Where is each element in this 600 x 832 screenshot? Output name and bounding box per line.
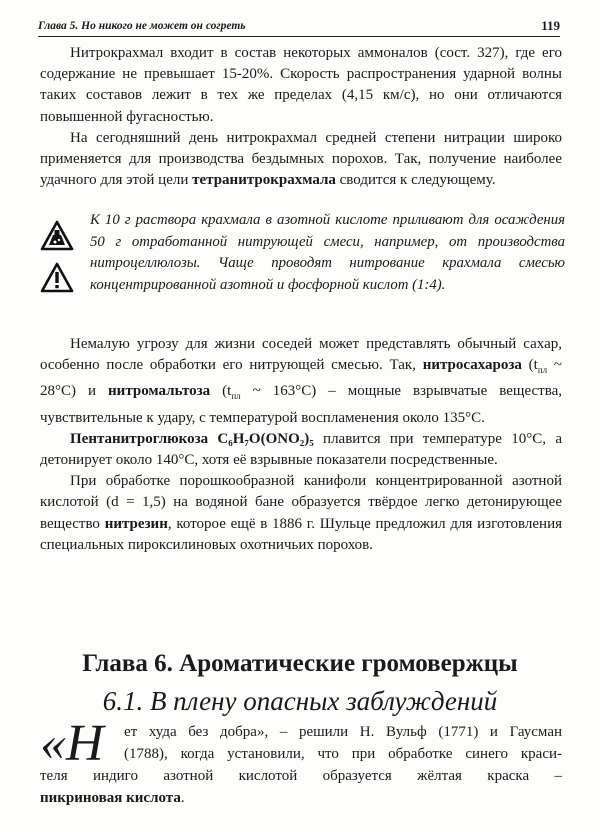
- chapter-title: Глава 6. Ароматические громовержцы: [82, 650, 518, 677]
- running-header: [38, 18, 560, 37]
- note-text: К 10 г раствора крахмала в азотной кислоте приливают для осаждения 50 г отработанной нитрующей смеси, например, от производства нитроцеллюлозы. Чаще проводят нитрование крахмала смесью концентрированной азотной и фосфорной кислот (1:4).: [90, 212, 565, 293]
- temp-label-2: (t: [210, 383, 232, 400]
- paragraph-3-tail: ~ 163°C) – мощные взрывчатые вещества, чувствительные к удару, с температурой воспламенения около 135°C.: [40, 383, 562, 426]
- procedure-note: [40, 210, 565, 315]
- subscript-1: пл: [537, 365, 548, 376]
- subscript-2: пл: [231, 391, 241, 402]
- term-tetranitrostarch: тетранитрокрахмала: [192, 172, 336, 189]
- temp-value-1: ~ 28°C) и: [40, 357, 562, 400]
- intro-line-1: ет худа без добра», – решили Н. Вульф (1771) и Гаусман: [124, 724, 562, 740]
- page-number: 119: [541, 18, 560, 33]
- running-title: Глава 5. Но никого не может он согреть: [38, 20, 246, 32]
- paragraph-5-text: При обработке порошкообразной канифоли концентрированной азотной кислотой (d = 1,5) на водяной бане образуется твёрдое легко детонирующее вещество: [40, 473, 562, 532]
- paragraph-3-text: Немалую угрозу для жизни соседей может представлять обычный сахар, особенно после обработки его нитрующей смесью. Так,: [40, 336, 562, 374]
- paragraph-2: [40, 128, 562, 192]
- exclamation-warning-icon: [40, 262, 74, 294]
- term-nitromaltose: нитромальтоза: [108, 383, 211, 400]
- term-picric-acid: пикриновая кислота: [40, 790, 181, 806]
- paragraph-2-tail: сводится к следующему.: [335, 172, 496, 189]
- paragraph-1: Нитрокрахмал входит в состав некоторых аммоналов (сост. 327), где его содержание не превышает 15-20%. Скорость распространения ударной волны таких составов лежит в тех же пределах (4,15 км/с), но они отличаются повышенной фугасностью.: [40, 45, 562, 125]
- intro-line-2: (1788), когда установили, что при обработке синего краси-: [124, 746, 562, 762]
- flask-warning-icon: [40, 220, 74, 252]
- chapter-intro: [40, 715, 562, 822]
- term-nitrosucrose: нитросахароза: [422, 357, 522, 374]
- paragraph-5-tail: , которое ещё в 1886 г. Шульце предложил для изготовления специальных пироксилиновых охотничьих порохов.: [40, 515, 562, 553]
- text-block-top: [40, 43, 562, 191]
- drop-cap: «Н: [40, 715, 104, 772]
- paragraph-3: [40, 334, 562, 429]
- note-icons: [40, 220, 80, 304]
- paragraph-4-text: плавится при температуре 10°C, а детонирует около 140°C, хотя её взрывные показатели посредственные.: [40, 430, 563, 469]
- intro-line-4-end: .: [180, 790, 185, 806]
- term-nitrezin: нитрезин: [104, 515, 168, 532]
- temp-label-1: (t: [521, 357, 538, 374]
- paragraph-2-text: На сегодняшний день нитрокрахмал средней степени нитрации широко применяется для производства бездымных порохов. Так, получение наиболее удачного для этой цели: [40, 129, 562, 189]
- text-block-middle: [40, 334, 562, 556]
- term-pentanitroglucose: Пентанитроглюкоза C₆H₇O(ONO₂)₅: [70, 430, 314, 447]
- paragraph-4: [40, 429, 562, 471]
- paragraph-5: [40, 471, 562, 556]
- section-title: 6.1. В плену опасных заблуждений: [102, 686, 498, 716]
- intro-line-3: теля индиго азотной кислотой образуется жёлтая краска –: [40, 768, 562, 784]
- intro-line-4: [40, 788, 562, 809]
